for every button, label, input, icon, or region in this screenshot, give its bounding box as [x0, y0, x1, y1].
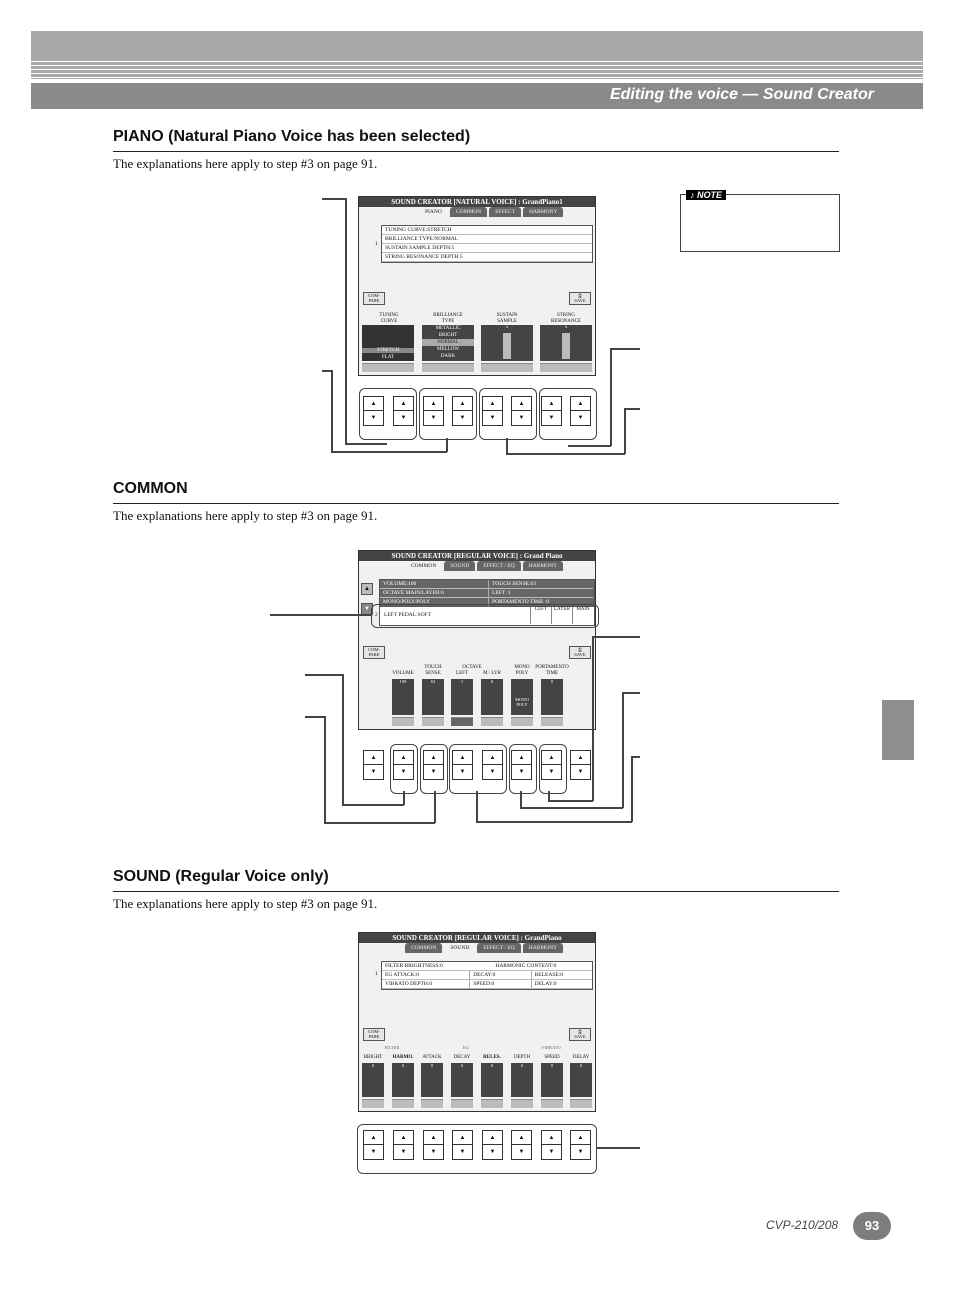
header-decoration: [31, 31, 923, 79]
scroll-arrows: [392, 1099, 414, 1108]
scroll-arrows: [511, 1099, 533, 1108]
screen-tabs: [405, 943, 563, 953]
scroll-arrows: [540, 363, 592, 372]
tab-harmony[interactable]: HARMONY: [523, 943, 563, 953]
up-down-button-6[interactable]: ▲ ▼: [511, 396, 532, 426]
page-down-icon[interactable]: ▼: [361, 603, 373, 615]
up-down-button-7[interactable]: ▲ ▼: [541, 750, 562, 780]
control-label: RELES.: [483, 1055, 501, 1060]
up-down-button-4[interactable]: ▲ ▼: [452, 396, 473, 426]
control-label: DELAY: [572, 1055, 590, 1060]
compare-button[interactable]: COM- PARE: [363, 292, 385, 305]
section-title-common: COMMON: [113, 480, 188, 497]
mono-poly-selector[interactable]: MONO POLY: [511, 679, 533, 715]
pedal-tab-main[interactable]: MAIN: [572, 607, 593, 624]
tab-common[interactable]: COMMON: [405, 561, 442, 571]
tab-piano[interactable]: PIANO: [419, 207, 448, 217]
compare-button[interactable]: COM- PARE: [363, 646, 385, 659]
table-row: [382, 980, 592, 989]
scroll-arrows: [481, 717, 503, 726]
control-label: BRIGHT: [363, 1055, 383, 1060]
up-down-button-3[interactable]: ▲ ▼: [423, 1130, 444, 1160]
list-index: 2: [375, 612, 378, 618]
up-down-button-5[interactable]: ▲ ▼: [482, 396, 503, 426]
group-label-vibrato: VIBRATO: [541, 1045, 561, 1050]
scroll-arrows: [362, 1099, 384, 1108]
vibrato-delay-slider[interactable]: 0: [570, 1063, 592, 1097]
brilliance-type-selector[interactable]: METALLIC BRIGHT NORMAL MELLOW DARK: [422, 325, 474, 361]
save-button[interactable]: ⎙ SAVE: [569, 292, 591, 305]
note-tag: ♪ NOTE: [686, 190, 726, 200]
list-index: 1: [375, 971, 378, 977]
up-down-button-8[interactable]: ▲ ▼: [570, 750, 591, 780]
list-item[interactable]: TOUCH SENSE:63: [489, 580, 593, 589]
scroll-arrows: [392, 717, 414, 726]
eg-attack-slider[interactable]: 0: [421, 1063, 443, 1097]
save-button[interactable]: ⎙ SAVE: [569, 1028, 591, 1041]
list-item[interactable]: VIBRATO DEPTH:0: [382, 980, 469, 989]
scroll-arrows: [570, 1099, 592, 1108]
chapter-tab: [882, 700, 914, 760]
tab-harmony[interactable]: HARMONY: [523, 561, 563, 571]
up-down-button-2[interactable]: ▲ ▼: [393, 396, 414, 426]
octave-label: OCTAVE: [462, 665, 482, 670]
control-label: DECAY: [453, 1055, 471, 1060]
note-box: [680, 194, 840, 252]
list-item[interactable]: MONO/POLY:POLY: [380, 598, 488, 607]
list-item[interactable]: OCTAVE MAIN/LAYER:0: [380, 589, 488, 598]
control-label: TOUCH SENSE: [424, 665, 442, 676]
control-label: TUNING CURVE: [379, 313, 399, 324]
save-icon: ⎙: [578, 647, 582, 652]
screen-common: [358, 550, 596, 730]
list-item[interactable]: FILTER BRIGHTNESS:0: [382, 962, 470, 971]
compare-button[interactable]: COM- PARE: [363, 1028, 385, 1041]
footer-model: CVP-210/208: [766, 1218, 839, 1232]
parameter-list: [379, 579, 595, 607]
scroll-arrows: [422, 717, 444, 726]
pedal-tab-layer[interactable]: LAYER: [551, 607, 572, 624]
screen-sound: [358, 932, 596, 1112]
up-down-button-6[interactable]: ▲ ▼: [511, 750, 532, 780]
section-title-piano: PIANO (Natural Piano Voice has been selected): [113, 128, 471, 145]
control-label: M / LYR: [483, 671, 501, 676]
screen-title: SOUND CREATOR [NATURAL VOICE] : GrandPiano1: [359, 197, 595, 207]
portamento-time-slider[interactable]: 0: [541, 679, 563, 715]
string-resonance-slider[interactable]: 5: [540, 325, 592, 361]
section-title-sound: SOUND (Regular Voice only): [113, 868, 329, 885]
group-label-eg: EG: [463, 1045, 469, 1050]
list-item[interactable]: LEFT :1: [489, 589, 593, 598]
control-label: ATTACK: [422, 1055, 442, 1060]
up-down-button-6[interactable]: ▲ ▼: [511, 1130, 532, 1160]
up-down-button-7[interactable]: ▲ ▼: [541, 396, 562, 426]
list-index: 1: [375, 241, 378, 247]
control-label: MONO POLY: [514, 665, 530, 676]
list-item[interactable]: DECAY:0: [469, 971, 530, 980]
control-label: SUSTAIN SAMPLE: [496, 313, 518, 324]
list-item[interactable]: BRILLIANCE TYPE:NORMAL: [382, 235, 592, 244]
tab-sound[interactable]: SOUND: [444, 943, 475, 953]
save-button[interactable]: ⎙ SAVE: [569, 646, 591, 659]
scroll-arrows: [421, 1099, 443, 1108]
scroll-arrows: [451, 1099, 473, 1108]
list-item[interactable]: EG ATTACK:0: [382, 971, 469, 980]
scroll-arrows: [481, 363, 533, 372]
screen-piano: [358, 196, 596, 376]
screen-tabs: [419, 207, 563, 217]
scroll-arrows: [511, 717, 533, 726]
section-explanation-piano: The explanations here apply to step #3 on page 91.: [113, 156, 378, 171]
list-item[interactable]: SUSTAIN SAMPLE DEPTH:5: [382, 244, 592, 253]
up-down-button-7[interactable]: ▲ ▼: [541, 1130, 562, 1160]
pedal-highlight: [371, 604, 599, 628]
list-item[interactable]: VOLUME:100: [380, 580, 488, 589]
table-row: [382, 971, 592, 980]
touch-sense-slider[interactable]: 63: [422, 679, 444, 715]
up-down-button-2[interactable]: ▲ ▼: [393, 1130, 414, 1160]
up-down-button-4[interactable]: ▲ ▼: [452, 750, 473, 780]
up-down-button-5[interactable]: ▲ ▼: [482, 750, 503, 780]
screen-title: SOUND CREATOR [REGULAR VOICE] : GrandPiano: [359, 933, 595, 943]
up-down-button-1[interactable]: ▲ ▼: [363, 396, 384, 426]
volume-slider[interactable]: 100: [392, 679, 414, 715]
page-up-icon[interactable]: ▲: [361, 583, 373, 595]
tab-effect-eq[interactable]: EFFECT / EQ: [477, 943, 520, 953]
up-down-button-4[interactable]: ▲ ▼: [452, 1130, 473, 1160]
up-down-button-8[interactable]: ▲ ▼: [570, 396, 591, 426]
control-label: SPEED: [544, 1055, 560, 1060]
up-down-button-3[interactable]: ▲ ▼: [423, 750, 444, 780]
group-label-filter: FILTER: [384, 1045, 400, 1050]
octave-main-layer-slider[interactable]: 0: [481, 679, 503, 715]
section-rule: [113, 891, 839, 892]
filter-harmonic-slider[interactable]: 0: [392, 1063, 414, 1097]
scroll-arrows: [541, 717, 563, 726]
list-item[interactable]: PORTAMENTO TIME :0: [489, 598, 593, 607]
save-icon: ⎙: [578, 293, 582, 298]
scroll-arrows: [362, 363, 414, 372]
control-label: STRING RESONANCE: [550, 313, 581, 324]
up-down-button-5[interactable]: ▲ ▼: [482, 1130, 503, 1160]
section-explanation-sound: The explanations here apply to step #3 on page 91.: [113, 896, 378, 911]
list-item[interactable]: STRING RESONANCE DEPTH:5: [382, 253, 592, 262]
eg-decay-slider[interactable]: 0: [451, 1063, 473, 1097]
list-item[interactable]: TUNING CURVE:STRETCH: [382, 226, 592, 235]
up-down-button-1[interactable]: ▲ ▼: [363, 1130, 384, 1160]
up-down-button-3[interactable]: ▲ ▼: [423, 396, 444, 426]
table-row: [382, 962, 592, 971]
tab-sound[interactable]: SOUND: [444, 561, 475, 571]
section-explanation-common: The explanations here apply to step #3 on page 91.: [113, 508, 378, 523]
tab-common[interactable]: COMMON: [405, 943, 442, 953]
scroll-arrows: [541, 1099, 563, 1108]
control-label: PORTAMENTO TIME: [535, 665, 569, 676]
tab-effect[interactable]: EFFECT: [489, 207, 521, 217]
up-down-button-1[interactable]: ▲ ▼: [363, 750, 384, 780]
control-label: BRILLIANCE TYPE: [433, 313, 463, 324]
save-icon: ⎙: [578, 1029, 582, 1034]
scroll-arrows: [422, 363, 474, 372]
screen-title: SOUND CREATOR [REGULAR VOICE] : Grand Piano: [359, 551, 595, 561]
tab-common[interactable]: COMMON: [450, 207, 487, 217]
vibrato-depth-slider[interactable]: 0: [511, 1063, 533, 1097]
header-title: Editing the voice — Sound Creator: [609, 86, 874, 103]
list-item[interactable]: RELEASE:0: [531, 971, 592, 980]
list-item[interactable]: HARMONIC CONTENT:0: [492, 962, 592, 971]
control-label: LEFT: [456, 671, 468, 676]
scroll-arrows: [481, 1099, 503, 1108]
control-label: HARMO.: [392, 1055, 414, 1060]
tuning-curve-selector[interactable]: STRETCH FLAT: [362, 325, 414, 361]
parameter-list: [381, 225, 593, 263]
eg-release-slider[interactable]: 0: [481, 1063, 503, 1097]
section-rule: [113, 503, 839, 504]
tab-effect-eq[interactable]: EFFECT / EQ: [477, 561, 520, 571]
tab-harmony[interactable]: HARMONY: [523, 207, 563, 217]
pedal-tab-left[interactable]: LEFT: [530, 607, 551, 624]
section-rule: [113, 151, 839, 152]
vibrato-speed-slider[interactable]: 0: [541, 1063, 563, 1097]
control-label: VOLUME: [392, 671, 414, 676]
control-label: DEPTH: [513, 1055, 531, 1060]
list-item[interactable]: SPEED:0: [469, 980, 530, 989]
pedal-row[interactable]: LEFT PEDAL:SOFT LEFT LAYER MAIN: [379, 606, 595, 626]
page-number: 93: [853, 1212, 891, 1240]
parameter-list: [381, 961, 593, 990]
up-down-button-8[interactable]: ▲ ▼: [570, 1130, 591, 1160]
screen-tabs: [405, 561, 563, 571]
sustain-sample-slider[interactable]: 5: [481, 325, 533, 361]
octave-left-slider[interactable]: 1: [451, 679, 473, 715]
up-down-button-2[interactable]: ▲ ▼: [393, 750, 414, 780]
scroll-arrows: [451, 717, 473, 726]
list-item: [470, 962, 492, 971]
list-item[interactable]: DELAY:0: [531, 980, 592, 989]
filter-brightness-slider[interactable]: 0: [362, 1063, 384, 1097]
